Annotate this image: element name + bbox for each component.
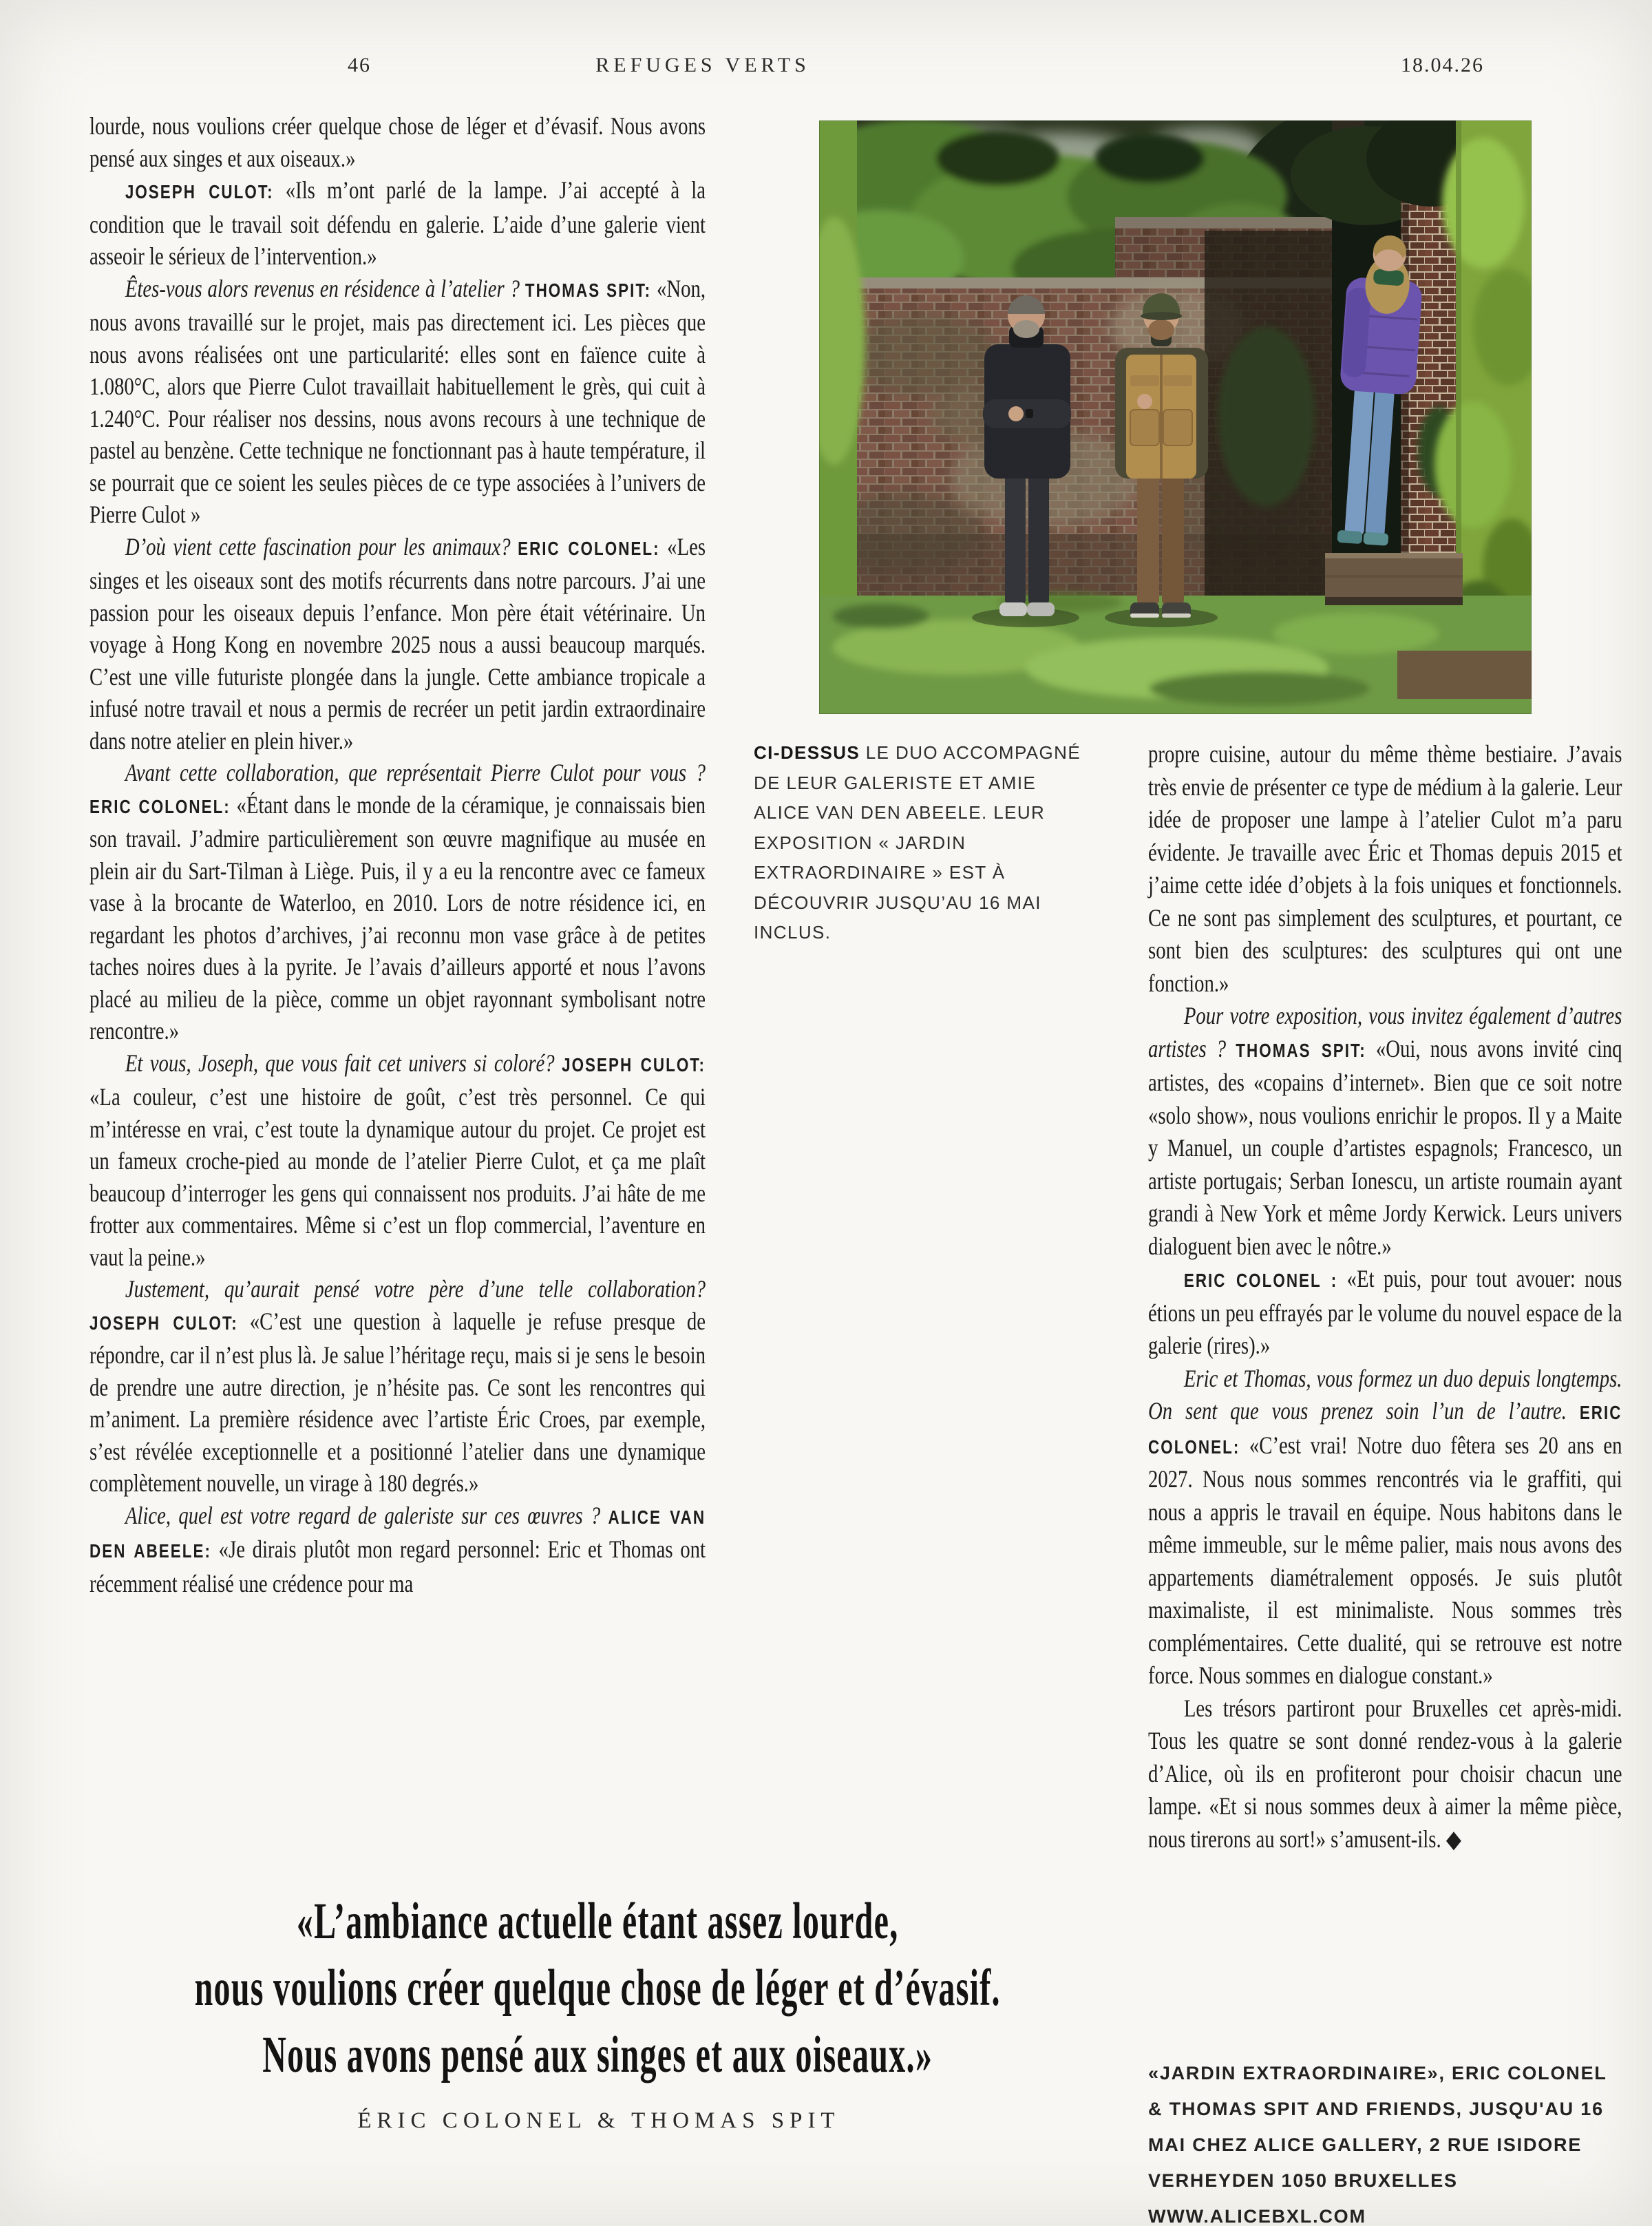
sneaker bbox=[1027, 602, 1055, 616]
beard bbox=[1148, 319, 1174, 340]
exhibition-credits: «JARDIN EXTRAORDINAIRE», ERIC COLONEL & THOMAS SPIT AND FRIENDS, JUSQU'AU 16 MAI CHEZ ALICE GALLERY, 2 RUE ISIDORE VERHEYDEN 1050 BRUXELLES WWW.ALICEBXL.COM bbox=[1148, 2063, 1607, 2226]
article-paragraph: Justement, qu’aurait pensé votre père d’une telle collaboration? JOSEPH CULOT: «C’est une question à laquelle je refuse presque de répondre, car il n’est plus là. Je salue l’héritage reçu, mais si je sens le besoin de prendre une autre direction, je n’hésite pas. Ce sont les rencontres qui m’animent. La première résidence avec l’artiste Éric Croes, par exemple, s’est révélée exceptionnelle et a positionné l’atelier dans une dynamique complètement nouvelle, un virage à 180 degrés.» bbox=[89, 1275, 706, 1497]
article-paragraph: propre cuisine, autour du même thème bestiaire. J’avais très envie de présenter ce type de médium à la galerie. Leur idée de proposer une lampe à l’atelier Culot m’a paru évidente. Je travaille avec Éric et Thomas depuis 2015 et j’aime cette idée d’objets à la fois uniques et fonctionnels. Ce ne sont pas simplement des sculptures, et pourtant, ce sont bien des sculptures: des sculptures qui ont une fonction.» bbox=[1148, 740, 1622, 997]
article-paragraph: Pour votre exposition, vous invitez également d’autres artistes ? THOMAS SPIT: «Oui, nous avons invité cinq artistes, des «copains d’internet». Bien que ce soit notre «solo show», nous voulions enrichir le propos. Il y a Maite y Manuel, un couple d’artistes espagnols; Francesco, un artiste portugais; Serban Ionescu, un artiste roumain ayant grandi à New York et même Jordy Kerwick. Leurs univers dialoguent bien avec le nôtre.» bbox=[1148, 1002, 1622, 1260]
green-scarf bbox=[1373, 269, 1404, 286]
garden-photo bbox=[819, 120, 1532, 714]
article-paragraph: Êtes-vous alors revenus en résidence à l’atelier ? THOMAS SPIT: «Non, nous avons travaillé sur le projet, mais pas directement ici. Les pièces que nous avons réalisées ont une particularité: elles sont en faïence cuite à 1.080°C, alors que Pierre Culot travaillait habituellement le grès, qui cuit à 1.240°C. Pour réaliser nos dessins, nous avons recours à une technique de pastel au benzène. Cette technique ne fonctionnant pas à haute température, il se pourrait que ce soient les seules pièces de ce type associées à l’univers de Pierre Culot » bbox=[89, 274, 706, 528]
photo-caption: CI-DESSUS LE DUO ACCOMPAGNÉ DE LEUR GALERISTE ET AMIE ALICE VAN DEN ABEELE. LEUR EXPOSITION « JARDIN EXTRAORDINAIRE » EST À DÉCOUVRIR JUSQU’AU 16 MAI INCLUS. bbox=[754, 742, 1081, 943]
article-paragraph: ERIC COLONEL : «Et puis, pour tout avouer: nous étions un peu effrayés par le volume du nouvel espace de la galerie (rires).» bbox=[1148, 1265, 1622, 1359]
page-number: 46 bbox=[348, 54, 371, 76]
sneaker bbox=[1337, 530, 1362, 544]
right-column bbox=[1148, 738, 1622, 1856]
brick-step bbox=[1325, 553, 1463, 605]
gray-beard bbox=[1013, 320, 1039, 338]
pull-quote-attribution: ÉRIC COLONEL & THOMAS SPIT bbox=[357, 2108, 840, 2133]
section-title: REFUGES VERTS bbox=[595, 54, 810, 76]
article-paragraph: Alice, quel est votre regard de galeriste sur ces œuvres ? ALICE VAN DEN ABEELE: «Je dirais plutôt mon regard personnel: Eric et Thomas ont récemment réalisé une crédence pour ma bbox=[89, 1501, 706, 1597]
sneaker bbox=[999, 602, 1027, 616]
article-paragraph: Les trésors partiront pour Bruxelles cet après-midi. Tous les quatre se sont donné rendez-vous à la galerie d’Alice, où ils en profiteront pour choisir chacun une lampe. «Et si nous sommes deux à aimer la même pièce, nous tirerons au sort!» s’amusent-ils. ◆ bbox=[1148, 1694, 1622, 1853]
pull-quote-line: «L’ambiance actuelle étant assez lourde, bbox=[296, 1893, 899, 1950]
article-paragraph: D’où vient cette fascination pour les animaux? ERIC COLONEL: «Les singes et les oiseaux sont des motifs récurrents dans notre parcours. J’ai une passion pour les oiseaux depuis l’enfance. Mon père était vétérinaire. Un voyage à Hong Kong en novembre 2025 nous a aussi beaucoup marqués. C’est une ville futuriste plongée dans la jungle. Cette ambiance tropicale a infusé notre travail et nous a permis de recréer un petit jardin extraordinaire dans notre atelier en plein hiver.» bbox=[89, 532, 706, 755]
article-paragraph: JOSEPH CULOT: «Ils m’ont parlé de la lampe. J’ai accepté à la condition que le travail soit défendu en galerie. L’aide d’une galerie vient asseoir le sérieux de l’intervention.» bbox=[89, 176, 706, 270]
photo-figure bbox=[819, 120, 1532, 714]
left-column bbox=[89, 110, 706, 1599]
article-paragraph: Eric et Thomas, vous formez un duo depuis longtemps. On sent que vous prenez soin l’un de l’autre. ERIC COLONEL: «C’est vrai! Notre duo fêtera ses 20 ans en 2027. Nous nous sommes rencontrés via le graffiti, qui nous a appris le travail en équipe. Nous habitons dans le même immeuble, sur le même palier, mais nous avons des appartements diamétralement opposés. Je suis plutôt maximaliste, il est minimaliste. Nous sommes très complémentaires. Cette dualité, qui se retrouve est notre force. Nous sommes en dialogue constant.» bbox=[1148, 1364, 1622, 1689]
sneaker bbox=[1363, 532, 1388, 545]
article-paragraph: Et vous, Joseph, que vous fait cet univers si coloré? JOSEPH CULOT: «La couleur, c’est une histoire de goût, c’est très personnel. Ce qui m’intéresse en vrai, c’est toute la dynamique autour du projet. Ce projet est un fameux croche-pied au monde de l’atelier Pierre Culot, et ça me plaît beaucoup d’interroger les gens qui connaissent nos produits. J’ai hâte de me frotter aux commentaires. Même si c’est un flop commercial, l’aventure en vaut la peine.» bbox=[89, 1049, 706, 1271]
pull-quote-line: nous voulions créer quelque chose de léger et d’évasif. bbox=[194, 1960, 1001, 2017]
wristwatch bbox=[1026, 409, 1033, 418]
article-paragraph: lourde, nous voulions créer quelque chose de léger et d’évasif. Nous avons pensé aux singes et aux oiseaux.» bbox=[89, 112, 706, 172]
pull-quote bbox=[100, 1888, 1095, 2088]
pull-quote-line: Nous avons pensé aux singes et aux oiseaux.» bbox=[262, 2026, 933, 2083]
article-paragraph: Avant cette collaboration, que représentait Pierre Culot pour vous ? ERIC COLONEL: «Étant dans le monde de la céramique, je connaissais bien son travail. J’admire particulièrement son œuvre magnifique au musée en plein air du Sart-Tilman à Liège. Puis, il y a eu la rencontre avec ce fameux vase à la brocante de Waterloo, en 2010. Lors de notre résidence ici, en regardant les photos d’archives, j’ai reconnu mon vase grâce à de petites taches noires dues à la pyrite. Je l’avais d’ailleurs apporté et nous l’avons placé au milieu de la pièce, comme un objet rayonnant symbolisant notre rencontre.» bbox=[89, 759, 706, 1044]
soil-patch bbox=[1397, 651, 1532, 699]
hand bbox=[1137, 394, 1152, 409]
issue-date: 18.04.26 bbox=[1401, 54, 1484, 76]
